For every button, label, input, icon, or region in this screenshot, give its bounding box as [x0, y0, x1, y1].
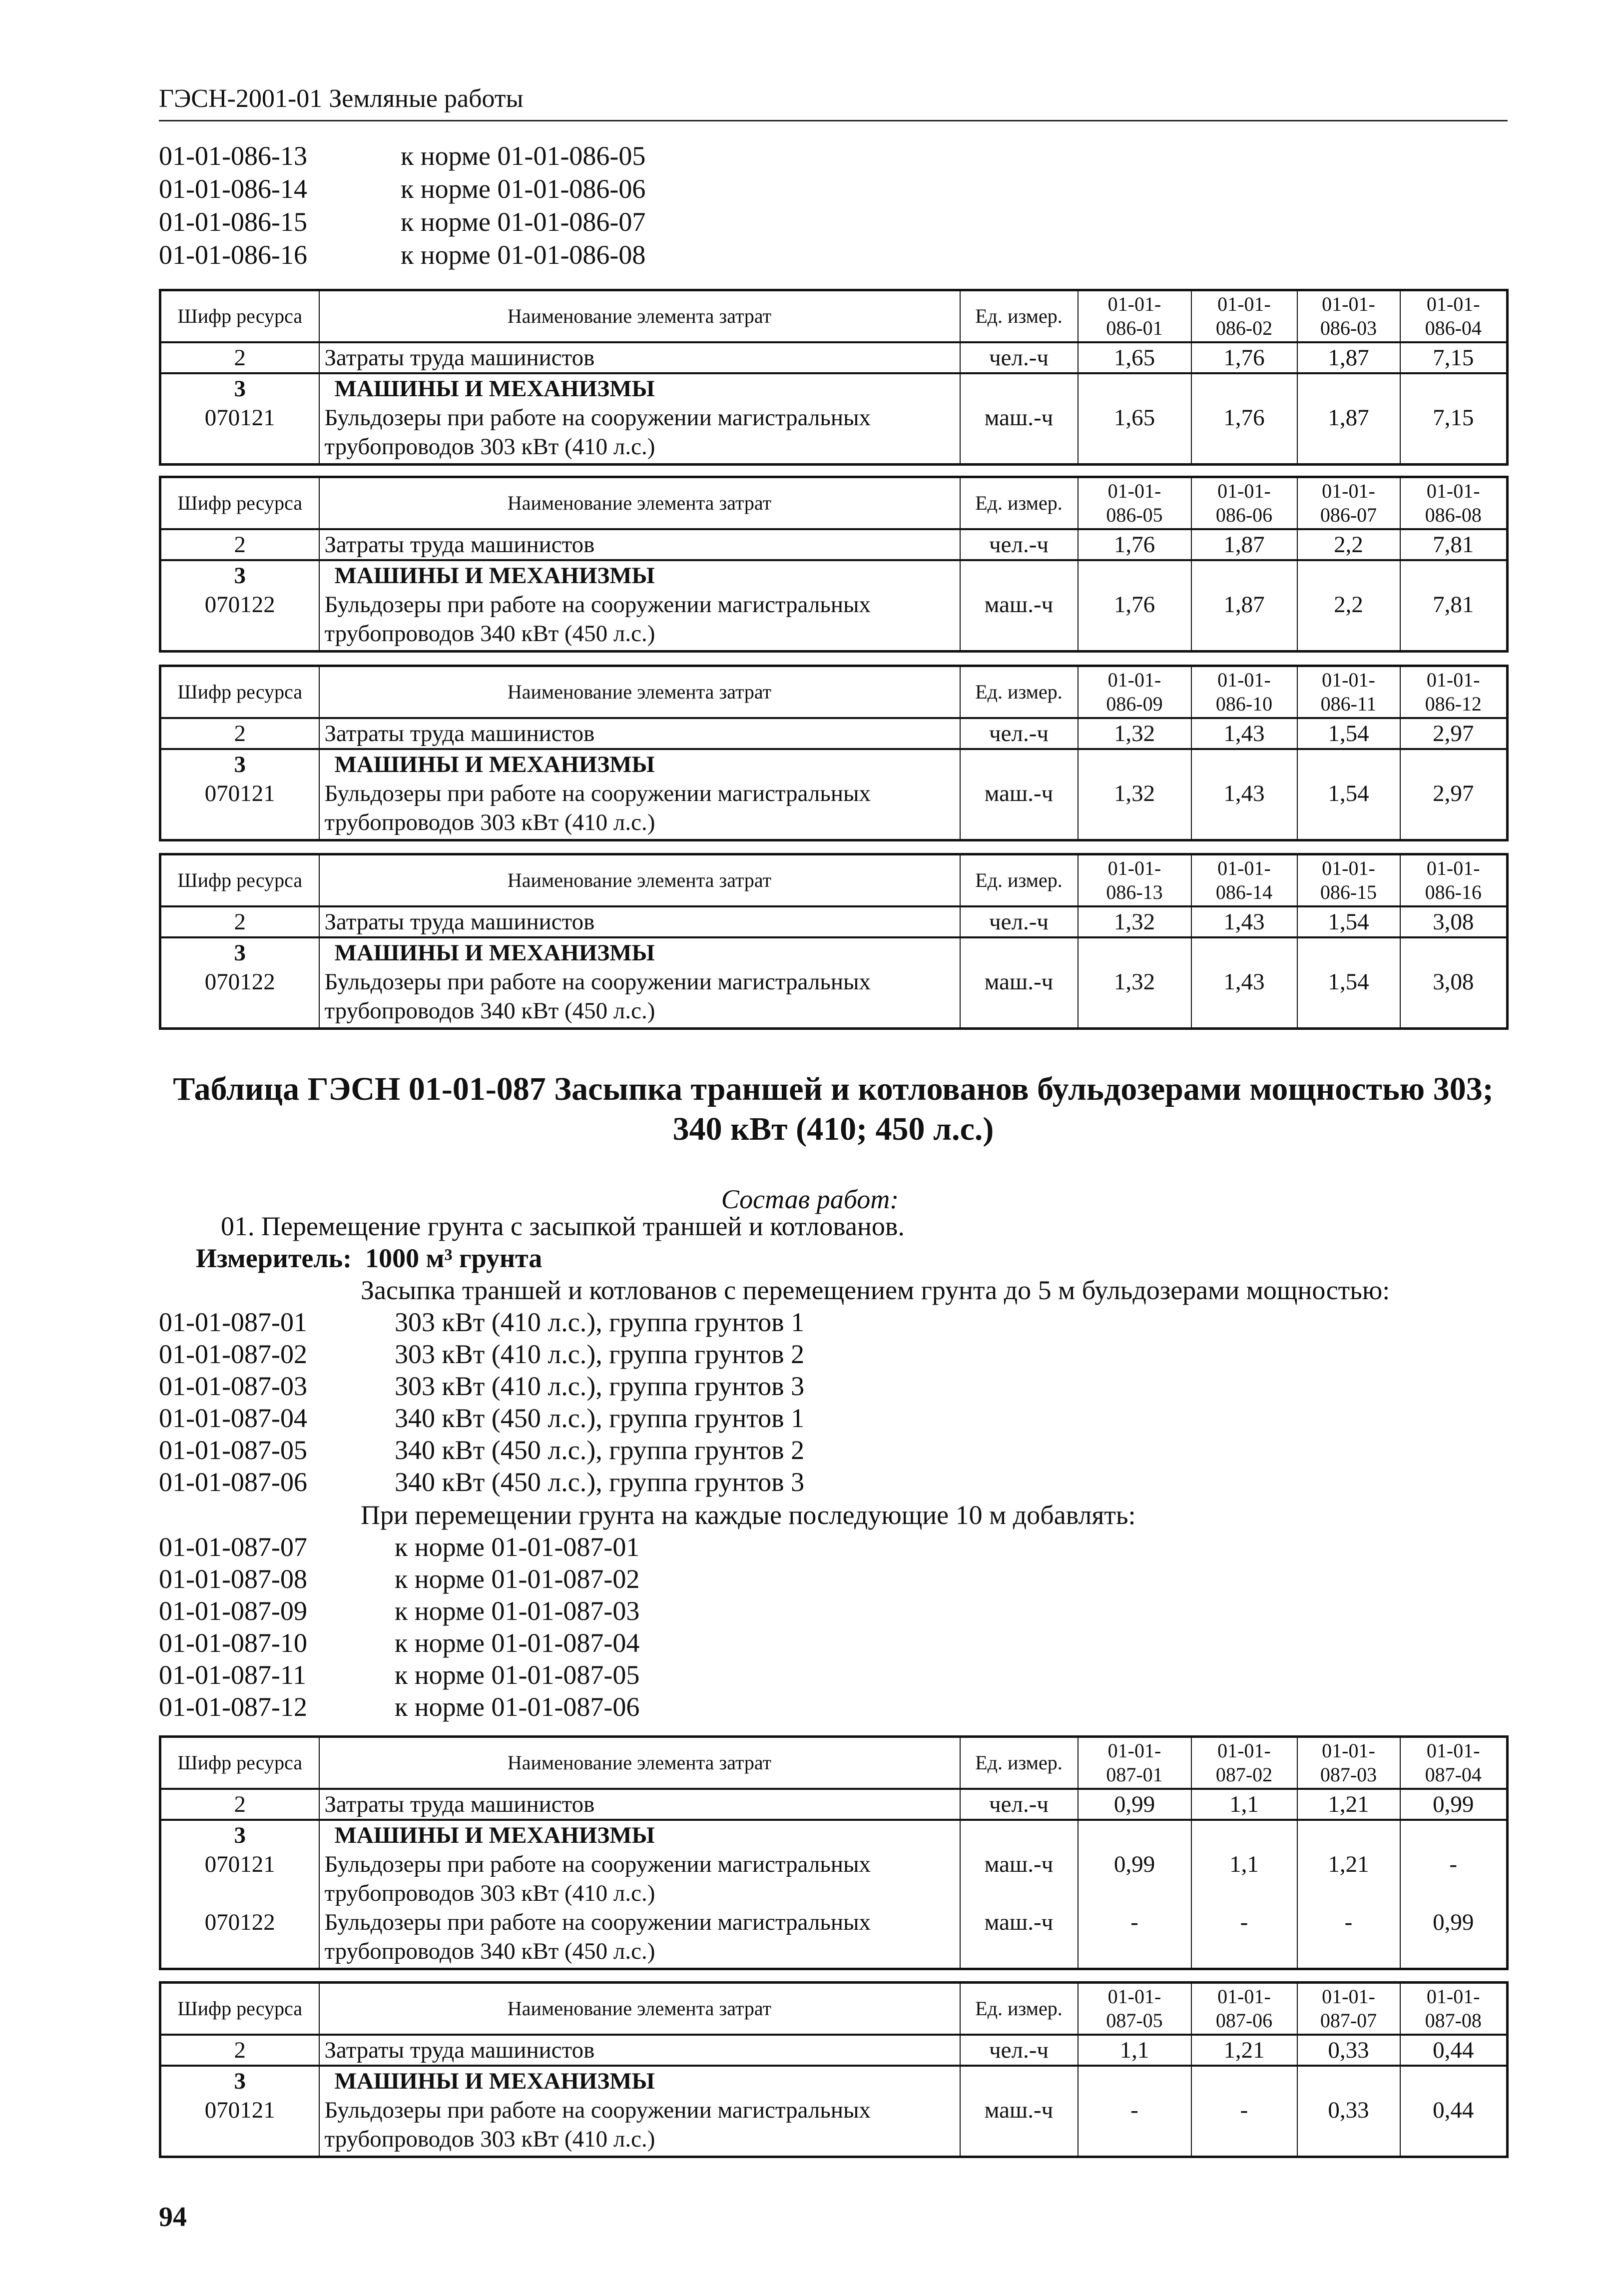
list-item-code: 01-01-086-15	[159, 207, 307, 237]
labor-value: 1,54	[1297, 718, 1400, 749]
header-norm-code: 01-01- 086-07	[1297, 477, 1400, 530]
header-norm-code: 01-01- 086-11	[1297, 666, 1400, 719]
header-norm-code: 01-01- 086-02	[1191, 290, 1297, 343]
table-header-row	[160, 1737, 1508, 1789]
list-item-text: 303 кВт (410 л.с.), группа грунтов 2	[395, 1339, 805, 1369]
list-item-code: 01-01-086-13	[159, 141, 307, 171]
group-code: 3	[160, 2066, 319, 2096]
machine-row	[160, 1850, 1508, 1908]
header-divider	[159, 120, 1508, 121]
machine-value: 2,97	[1400, 779, 1508, 840]
labor-name: Затраты труда машинистов	[319, 906, 960, 937]
machine-unit: маш.-ч	[960, 403, 1078, 465]
empty-cell	[1191, 2066, 1297, 2096]
labor-name: Затраты труда машинистов	[319, 342, 960, 373]
empty-cell	[960, 937, 1078, 967]
section-title: Таблица ГЭСН 01-01-087 Засыпка траншей и котлованов бульдозерами мощностью 303; 340 кВт (410; 450 л.с.)	[173, 1071, 1494, 1147]
header-code: Шифр ресурса	[160, 290, 319, 343]
header-code: Шифр ресурса	[160, 1737, 319, 1789]
labor-code: 2	[160, 1789, 319, 1820]
labor-value: 1,32	[1078, 906, 1191, 937]
header-unit: Ед. измер.	[960, 1983, 1078, 2035]
empty-cell	[1078, 560, 1191, 590]
machine-code: 070121	[160, 403, 319, 465]
labor-code: 2	[160, 2035, 319, 2066]
machine-value: -	[1191, 2096, 1297, 2157]
list-item-text: к норме 01-01-087-01	[395, 1532, 640, 1562]
list-item-code: 01-01-087-05	[159, 1435, 307, 1465]
header-norm-code: 01-01- 086-10	[1191, 666, 1297, 719]
list-item-text: к норме 01-01-087-02	[395, 1564, 640, 1594]
machine-value: 0,33	[1297, 2096, 1400, 2157]
labor-value: 1,1	[1078, 2035, 1191, 2066]
header-code: Шифр ресурса	[160, 666, 319, 719]
header-norm-code: 01-01- 087-05	[1078, 1983, 1191, 2035]
list-item-text: к норме 01-01-087-04	[395, 1628, 640, 1658]
intro-line-2: При перемещении грунта на каждые последующие 10 м добавлять:	[361, 1500, 1136, 1530]
machine-value: 2,2	[1297, 590, 1400, 652]
labor-value: 1,76	[1078, 529, 1191, 560]
machine-unit: маш.-ч	[960, 2096, 1078, 2157]
machine-unit: маш.-ч	[960, 1908, 1078, 1969]
group-name: МАШИНЫ И МЕХАНИЗМЫ	[319, 373, 960, 403]
labor-unit: чел.-ч	[960, 1789, 1078, 1820]
machine-value: 7,15	[1400, 403, 1508, 465]
header-unit: Ед. измер.	[960, 290, 1078, 343]
empty-cell	[960, 1820, 1078, 1850]
machine-row	[160, 2096, 1508, 2157]
group-row	[160, 937, 1508, 967]
machine-value: 7,81	[1400, 590, 1508, 652]
machine-unit: маш.-ч	[960, 779, 1078, 840]
header-norm-code: 01-01- 086-16	[1400, 854, 1508, 907]
machine-code: 070121	[160, 779, 319, 840]
empty-cell	[960, 373, 1078, 403]
header-name: Наименование элемента затрат	[319, 1737, 960, 1789]
header-name: Наименование элемента затрат	[319, 666, 960, 719]
machine-value: 1,87	[1297, 403, 1400, 465]
empty-cell	[1400, 560, 1508, 590]
work-item: 01. Перемещение грунта с засыпкой траншей и котлованов.	[221, 1211, 905, 1241]
labor-value: 0,99	[1078, 1789, 1191, 1820]
machine-code: 070122	[160, 590, 319, 652]
group-name: МАШИНЫ И МЕХАНИЗМЫ	[319, 2066, 960, 2096]
machine-row	[160, 1908, 1508, 1969]
machine-name: Бульдозеры при работе на сооружении магистральных трубопроводов 303 кВт (410 л.с.)	[319, 2096, 960, 2157]
measure-value: 1000 м³ грунта	[365, 1243, 542, 1273]
machine-value: 1,1	[1191, 1850, 1297, 1908]
header-unit: Ед. измер.	[960, 1737, 1078, 1789]
machine-name: Бульдозеры при работе на сооружении магистральных трубопроводов 303 кВт (410 л.с.)	[319, 403, 960, 465]
labor-unit: чел.-ч	[960, 2035, 1078, 2066]
machine-code: 070121	[160, 1850, 319, 1908]
machine-name: Бульдозеры при работе на сооружении магистральных трубопроводов 340 кВт (450 л.с.)	[319, 967, 960, 1029]
machine-row	[160, 590, 1508, 652]
list-item-code: 01-01-087-03	[159, 1371, 307, 1401]
group-name: МАШИНЫ И МЕХАНИЗМЫ	[319, 749, 960, 779]
list-item-code: 01-01-087-12	[159, 1692, 307, 1722]
machine-row	[160, 403, 1508, 465]
labor-value: 1,54	[1297, 906, 1400, 937]
empty-cell	[1078, 937, 1191, 967]
labor-name: Затраты труда машинистов	[319, 529, 960, 560]
header-norm-code: 01-01- 086-04	[1400, 290, 1508, 343]
machine-name: Бульдозеры при работе на сооружении магистральных трубопроводов 340 кВт (450 л.с.)	[319, 1908, 960, 1969]
labor-value: 0,44	[1400, 2035, 1508, 2066]
empty-cell	[1297, 937, 1400, 967]
labor-value: 0,33	[1297, 2035, 1400, 2066]
labor-row	[160, 906, 1508, 937]
header-norm-code: 01-01- 086-05	[1078, 477, 1191, 530]
labor-row	[160, 2035, 1508, 2066]
table-header-row	[160, 290, 1508, 343]
list-item-text: к норме 01-01-086-08	[401, 240, 646, 270]
sostav-label: Состав работ:	[721, 1184, 899, 1214]
labor-row	[160, 529, 1508, 560]
header-norm-code: 01-01- 086-08	[1400, 477, 1508, 530]
labor-name: Затраты труда машинистов	[319, 1789, 960, 1820]
header-code: Шифр ресурса	[160, 1983, 319, 2035]
machine-code: 070122	[160, 967, 319, 1029]
empty-cell	[960, 2066, 1078, 2096]
table-header-row	[160, 666, 1508, 719]
labor-name: Затраты труда машинистов	[319, 718, 960, 749]
list-item-code: 01-01-087-11	[159, 1660, 306, 1690]
list-item-text: к норме 01-01-087-03	[395, 1596, 640, 1626]
empty-cell	[1191, 1820, 1297, 1850]
labor-value: 7,15	[1400, 342, 1508, 373]
list-item-text: к норме 01-01-086-05	[401, 141, 646, 171]
list-item-text: 340 кВт (450 л.с.), группа грунтов 2	[395, 1435, 805, 1465]
labor-code: 2	[160, 342, 319, 373]
empty-cell	[1400, 937, 1508, 967]
empty-cell	[960, 560, 1078, 590]
table-header-row	[160, 854, 1508, 907]
labor-value: 1,87	[1297, 342, 1400, 373]
machine-value: 1,54	[1297, 967, 1400, 1029]
labor-value: 2,2	[1297, 529, 1400, 560]
header-norm-code: 01-01- 087-06	[1191, 1983, 1297, 2035]
empty-cell	[1400, 2066, 1508, 2096]
machine-code: 070121	[160, 2096, 319, 2157]
resource-table	[159, 665, 1509, 841]
machine-unit: маш.-ч	[960, 967, 1078, 1029]
labor-unit: чел.-ч	[960, 529, 1078, 560]
list-item-code: 01-01-087-02	[159, 1339, 307, 1369]
group-code: 3	[160, 1820, 319, 1850]
group-row	[160, 2066, 1508, 2096]
resource-table	[159, 1735, 1509, 1970]
empty-cell	[1400, 1820, 1508, 1850]
list-item-code: 01-01-087-07	[159, 1532, 307, 1562]
machine-value: 1,32	[1078, 779, 1191, 840]
machine-value: 1,54	[1297, 779, 1400, 840]
list-item-code: 01-01-087-01	[159, 1307, 307, 1337]
machine-value: -	[1400, 1850, 1508, 1908]
labor-unit: чел.-ч	[960, 906, 1078, 937]
header-norm-code: 01-01- 087-08	[1400, 1983, 1508, 2035]
labor-value: 1,1	[1191, 1789, 1297, 1820]
empty-cell	[1297, 1820, 1400, 1850]
list-item-code: 01-01-087-04	[159, 1403, 307, 1433]
list-item-code: 01-01-087-06	[159, 1467, 307, 1497]
group-name: МАШИНЫ И МЕХАНИЗМЫ	[319, 1820, 960, 1850]
header-norm-code: 01-01- 087-07	[1297, 1983, 1400, 2035]
machine-value: 1,87	[1191, 590, 1297, 652]
labor-value: 1,43	[1191, 906, 1297, 937]
group-code: 3	[160, 937, 319, 967]
machine-value: 1,21	[1297, 1850, 1400, 1908]
list-item-text: к норме 01-01-086-06	[401, 174, 646, 204]
group-row	[160, 1820, 1508, 1850]
machine-value: 0,99	[1078, 1850, 1191, 1908]
header-norm-code: 01-01- 087-01	[1078, 1737, 1191, 1789]
machine-value: -	[1297, 1908, 1400, 1969]
labor-unit: чел.-ч	[960, 718, 1078, 749]
labor-value: 1,87	[1191, 529, 1297, 560]
header-norm-code: 01-01- 086-12	[1400, 666, 1508, 719]
resource-table	[159, 1981, 1509, 2158]
machine-value: 0,99	[1400, 1908, 1508, 1969]
header-code: Шифр ресурса	[160, 477, 319, 530]
machine-name: Бульдозеры при работе на сооружении магистральных трубопроводов 303 кВт (410 л.с.)	[319, 1850, 960, 1908]
machine-name: Бульдозеры при работе на сооружении магистральных трубопроводов 303 кВт (410 л.с.)	[319, 779, 960, 840]
machine-unit: маш.-ч	[960, 1850, 1078, 1908]
labor-code: 2	[160, 718, 319, 749]
group-code: 3	[160, 560, 319, 590]
list-item-code: 01-01-086-16	[159, 240, 307, 270]
list-item-text: к норме 01-01-087-06	[395, 1692, 640, 1722]
labor-value: 1,76	[1191, 342, 1297, 373]
list-item-text: 340 кВт (450 л.с.), группа грунтов 1	[395, 1403, 805, 1433]
machine-row	[160, 967, 1508, 1029]
page-number: 94	[159, 2202, 187, 2233]
list-item-code: 01-01-087-09	[159, 1596, 307, 1626]
labor-code: 2	[160, 529, 319, 560]
empty-cell	[1400, 749, 1508, 779]
empty-cell	[1191, 937, 1297, 967]
header-norm-code: 01-01- 087-03	[1297, 1737, 1400, 1789]
list-item-code: 01-01-087-08	[159, 1564, 307, 1594]
list-item-text: 340 кВт (450 л.с.), группа грунтов 3	[395, 1467, 805, 1497]
empty-cell	[1078, 1820, 1191, 1850]
group-code: 3	[160, 749, 319, 779]
empty-cell	[1297, 749, 1400, 779]
resource-table	[159, 853, 1509, 1030]
header-unit: Ед. измер.	[960, 854, 1078, 907]
labor-value: 0,99	[1400, 1789, 1508, 1820]
machine-value: 1,76	[1078, 590, 1191, 652]
labor-value: 1,32	[1078, 718, 1191, 749]
machine-value: -	[1078, 1908, 1191, 1969]
empty-cell	[1400, 373, 1508, 403]
header-norm-code: 01-01- 086-15	[1297, 854, 1400, 907]
header-norm-code: 01-01- 086-09	[1078, 666, 1191, 719]
labor-row	[160, 342, 1508, 373]
group-code: 3	[160, 373, 319, 403]
labor-value: 1,21	[1297, 1789, 1400, 1820]
machine-value: 1,76	[1191, 403, 1297, 465]
measure-label: Измеритель:	[196, 1243, 352, 1273]
labor-code: 2	[160, 906, 319, 937]
header-unit: Ед. измер.	[960, 666, 1078, 719]
group-name: МАШИНЫ И МЕХАНИЗМЫ	[319, 560, 960, 590]
labor-row	[160, 718, 1508, 749]
machine-value: 3,08	[1400, 967, 1508, 1029]
list-item-text: 303 кВт (410 л.с.), группа грунтов 1	[395, 1307, 805, 1337]
machine-row	[160, 779, 1508, 840]
header-norm-code: 01-01- 087-02	[1191, 1737, 1297, 1789]
labor-value: 3,08	[1400, 906, 1508, 937]
header-name: Наименование элемента затрат	[319, 1983, 960, 2035]
header-name: Наименование элемента затрат	[319, 477, 960, 530]
machine-value: 1,65	[1078, 403, 1191, 465]
header-norm-code: 01-01- 086-03	[1297, 290, 1400, 343]
empty-cell	[1078, 749, 1191, 779]
running-header: ГЭСН-2001-01 Земляные работы	[159, 84, 524, 113]
intro-line-1: Засыпка траншей и котлованов с перемещением грунта до 5 м бульдозерами мощностью:	[361, 1275, 1390, 1305]
table-header-row	[160, 477, 1508, 530]
empty-cell	[1297, 2066, 1400, 2096]
machine-value: 1,32	[1078, 967, 1191, 1029]
empty-cell	[1078, 373, 1191, 403]
labor-value: 1,65	[1078, 342, 1191, 373]
labor-name: Затраты труда машинистов	[319, 2035, 960, 2066]
header-norm-code: 01-01- 086-13	[1078, 854, 1191, 907]
machine-value: -	[1078, 2096, 1191, 2157]
labor-value: 1,21	[1191, 2035, 1297, 2066]
group-name: МАШИНЫ И МЕХАНИЗМЫ	[319, 937, 960, 967]
empty-cell	[1297, 373, 1400, 403]
machine-value: -	[1191, 1908, 1297, 1969]
list-item-text: к норме 01-01-086-07	[401, 207, 646, 237]
labor-value: 2,97	[1400, 718, 1508, 749]
resource-table	[159, 289, 1509, 466]
empty-cell	[1191, 560, 1297, 590]
group-row	[160, 373, 1508, 403]
machine-value: 1,43	[1191, 967, 1297, 1029]
measure-line	[196, 1242, 542, 1274]
header-norm-code: 01-01- 087-04	[1400, 1737, 1508, 1789]
header-name: Наименование элемента затрат	[319, 854, 960, 907]
empty-cell	[1297, 560, 1400, 590]
machine-unit: маш.-ч	[960, 590, 1078, 652]
group-row	[160, 749, 1508, 779]
list-item-code: 01-01-087-10	[159, 1628, 307, 1658]
empty-cell	[1191, 373, 1297, 403]
group-row	[160, 560, 1508, 590]
labor-value: 1,43	[1191, 718, 1297, 749]
list-item-text: к норме 01-01-087-05	[395, 1660, 640, 1690]
header-norm-code: 01-01- 086-14	[1191, 854, 1297, 907]
header-unit: Ед. измер.	[960, 477, 1078, 530]
list-item-text: 303 кВт (410 л.с.), группа грунтов 3	[395, 1371, 805, 1401]
list-item-code: 01-01-086-14	[159, 174, 307, 204]
machine-name: Бульдозеры при работе на сооружении магистральных трубопроводов 340 кВт (450 л.с.)	[319, 590, 960, 652]
table-header-row	[160, 1983, 1508, 2035]
machine-value: 0,44	[1400, 2096, 1508, 2157]
labor-row	[160, 1789, 1508, 1820]
machine-code: 070122	[160, 1908, 319, 1969]
labor-value: 7,81	[1400, 529, 1508, 560]
machine-value: 1,43	[1191, 779, 1297, 840]
empty-cell	[960, 749, 1078, 779]
header-norm-code: 01-01- 086-06	[1191, 477, 1297, 530]
empty-cell	[1191, 749, 1297, 779]
resource-table	[159, 476, 1509, 653]
header-norm-code: 01-01- 086-01	[1078, 290, 1191, 343]
header-name: Наименование элемента затрат	[319, 290, 960, 343]
empty-cell	[1078, 2066, 1191, 2096]
header-code: Шифр ресурса	[160, 854, 319, 907]
labor-unit: чел.-ч	[960, 342, 1078, 373]
